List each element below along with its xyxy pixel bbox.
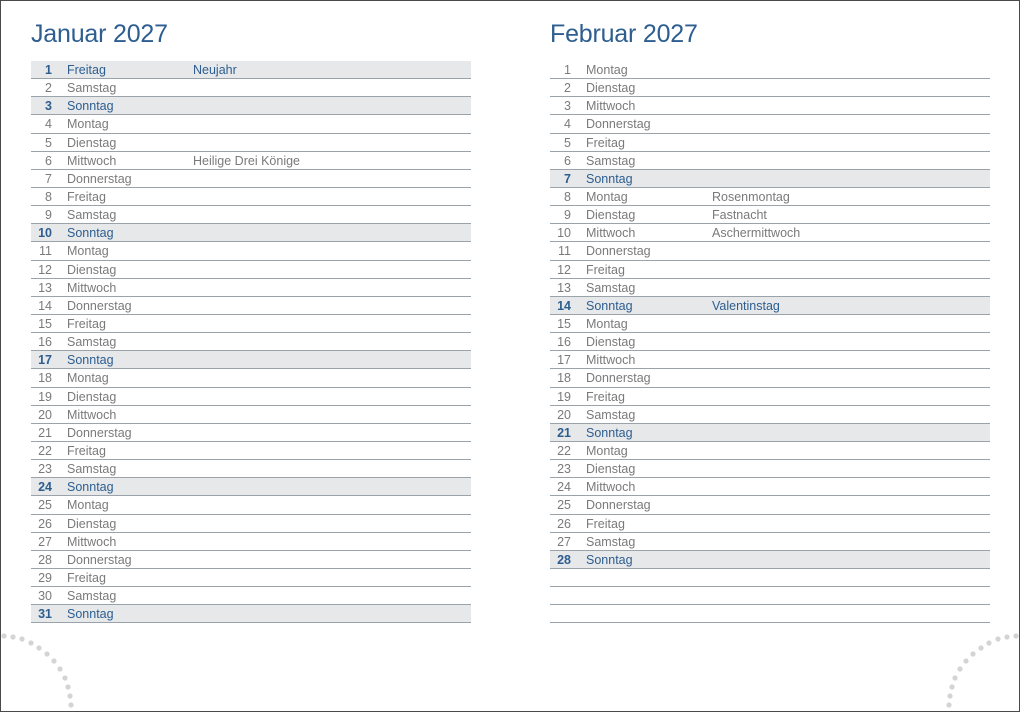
day-row xyxy=(31,115,471,133)
day-number: 10 xyxy=(38,226,52,241)
day-row xyxy=(31,569,471,587)
weekday-label: Donnerstag xyxy=(586,244,651,259)
weekday-label: Mittwoch xyxy=(586,353,636,368)
weekday-label: Mittwoch xyxy=(586,99,636,114)
weekday-label: Donnerstag xyxy=(586,117,651,132)
day-row xyxy=(550,242,990,260)
day-number: 25 xyxy=(38,498,52,513)
day-row xyxy=(31,533,471,551)
weekday-label: Mittwoch xyxy=(67,280,117,295)
day-number: 12 xyxy=(557,262,571,277)
month-title: Januar 2027 xyxy=(31,20,168,48)
day-number: 7 xyxy=(45,171,52,186)
day-row xyxy=(550,224,990,242)
day-number: 19 xyxy=(38,389,52,404)
day-list xyxy=(550,61,990,623)
day-number: 1 xyxy=(45,63,52,77)
day-number: 15 xyxy=(38,316,52,331)
day-row xyxy=(31,369,471,387)
day-row xyxy=(31,424,471,442)
day-number: 27 xyxy=(557,534,571,549)
weekday-label: Donnerstag xyxy=(67,298,132,313)
day-row xyxy=(31,388,471,406)
day-row xyxy=(550,333,990,351)
day-row xyxy=(31,351,471,369)
weekday-label: Montag xyxy=(67,117,109,132)
day-row xyxy=(550,115,990,133)
day-row xyxy=(31,224,471,242)
weekday-label: Donnerstag xyxy=(67,171,132,186)
day-row xyxy=(550,424,990,442)
weekday-label: Sonntag xyxy=(586,425,633,440)
holiday-label: Valentinstag xyxy=(712,298,780,313)
weekday-label: Mittwoch xyxy=(67,534,117,549)
day-number: 8 xyxy=(45,189,52,204)
day-number: 22 xyxy=(557,443,571,458)
weekday-label: Dienstag xyxy=(67,135,117,150)
day-row xyxy=(550,97,990,115)
weekday-label: Dienstag xyxy=(586,335,636,350)
day-row xyxy=(31,406,471,424)
day-row xyxy=(31,242,471,260)
weekday-label: Freitag xyxy=(586,389,625,404)
day-number: 24 xyxy=(38,480,52,495)
day-number: 5 xyxy=(45,135,52,150)
day-number: 3 xyxy=(45,99,52,114)
day-row xyxy=(31,206,471,224)
day-row xyxy=(550,496,990,514)
day-number: 22 xyxy=(38,443,52,458)
holiday-label: Heilige Drei Könige xyxy=(193,153,301,168)
weekday-label: Montag xyxy=(67,371,109,386)
day-row xyxy=(550,206,990,224)
day-row xyxy=(550,533,990,551)
weekday-label: Samstag xyxy=(67,81,117,96)
weekday-label: Dienstag xyxy=(67,389,117,404)
weekday-label: Samstag xyxy=(586,280,636,295)
day-number: 9 xyxy=(45,208,52,223)
weekday-label: Donnerstag xyxy=(586,498,651,513)
weekday-label: Samstag xyxy=(586,153,636,168)
weekday-label: Freitag xyxy=(67,570,106,585)
day-number: 14 xyxy=(38,298,52,313)
weekday-label: Samstag xyxy=(67,335,117,350)
day-row xyxy=(550,478,990,496)
weekday-label: Samstag xyxy=(67,589,117,604)
day-row xyxy=(550,388,990,406)
weekday-label: Samstag xyxy=(586,407,636,422)
weekday-label: Montag xyxy=(586,316,628,331)
day-row xyxy=(31,478,471,496)
day-number: 17 xyxy=(38,353,52,368)
day-row xyxy=(550,297,990,315)
decorative-dot-arc-left xyxy=(0,630,80,712)
weekday-label: Dienstag xyxy=(586,81,636,96)
day-number: 13 xyxy=(557,280,571,295)
weekday-label: Mittwoch xyxy=(586,226,636,241)
day-number: 21 xyxy=(557,425,571,440)
weekday-label: Donnerstag xyxy=(67,425,132,440)
weekday-label: Sonntag xyxy=(586,552,633,567)
day-row xyxy=(31,97,471,115)
weekday-label: Dienstag xyxy=(67,516,117,531)
day-number: 6 xyxy=(45,153,52,168)
weekday-label: Donnerstag xyxy=(586,371,651,386)
day-number: 21 xyxy=(38,425,52,440)
holiday-label: Aschermittwoch xyxy=(712,226,801,241)
day-row xyxy=(550,261,990,279)
day-number: 25 xyxy=(557,498,571,513)
day-number: 30 xyxy=(38,589,52,604)
weekday-label: Sonntag xyxy=(67,226,114,241)
weekday-label: Sonntag xyxy=(586,171,633,186)
day-number: 7 xyxy=(564,171,571,186)
day-number: 5 xyxy=(564,135,571,150)
weekday-label: Mittwoch xyxy=(67,407,117,422)
day-row xyxy=(550,442,990,460)
day-row xyxy=(31,279,471,297)
holiday-label: Fastnacht xyxy=(712,208,767,223)
day-row xyxy=(31,170,471,188)
day-number: 13 xyxy=(38,280,52,295)
day-number: 11 xyxy=(558,244,571,259)
day-number: 9 xyxy=(564,208,571,223)
day-number: 24 xyxy=(557,480,571,495)
day-number: 17 xyxy=(557,353,571,368)
day-number: 28 xyxy=(557,552,571,567)
day-row xyxy=(550,279,990,297)
day-row xyxy=(550,79,990,97)
day-row xyxy=(31,297,471,315)
day-number: 16 xyxy=(557,335,571,350)
day-row xyxy=(550,406,990,424)
day-row xyxy=(550,569,990,587)
weekday-label: Sonntag xyxy=(67,480,114,495)
weekday-label: Montag xyxy=(67,244,109,259)
weekday-label: Dienstag xyxy=(586,208,636,223)
day-row xyxy=(550,170,990,188)
day-number: 16 xyxy=(38,335,52,350)
weekday-label: Montag xyxy=(67,498,109,513)
weekday-label: Donnerstag xyxy=(67,552,132,567)
day-row xyxy=(31,79,471,97)
day-row xyxy=(550,188,990,206)
day-number: 1 xyxy=(564,63,571,77)
day-number: 4 xyxy=(564,117,571,132)
day-row xyxy=(550,351,990,369)
day-row xyxy=(31,587,471,605)
day-row xyxy=(31,261,471,279)
weekday-label: Montag xyxy=(586,443,628,458)
day-row xyxy=(31,188,471,206)
weekday-label: Sonntag xyxy=(67,607,114,622)
day-row xyxy=(550,605,990,623)
day-number: 10 xyxy=(557,226,571,241)
day-number: 3 xyxy=(564,99,571,114)
day-row xyxy=(550,315,990,333)
day-row xyxy=(550,587,990,605)
weekday-label: Samstag xyxy=(67,208,117,223)
day-row xyxy=(550,369,990,387)
day-row xyxy=(550,515,990,533)
day-row xyxy=(31,61,471,79)
day-row xyxy=(550,460,990,478)
weekday-label: Sonntag xyxy=(67,353,114,368)
day-number: 18 xyxy=(557,371,571,386)
day-number: 11 xyxy=(39,244,52,259)
holiday-label: Rosenmontag xyxy=(712,189,790,204)
day-number: 28 xyxy=(38,552,52,567)
day-row xyxy=(31,515,471,533)
day-number: 4 xyxy=(45,117,52,132)
weekday-label: Samstag xyxy=(67,462,117,477)
weekday-label: Montag xyxy=(586,63,628,77)
day-number: 2 xyxy=(564,81,571,96)
day-row xyxy=(31,333,471,351)
weekday-label: Sonntag xyxy=(586,298,633,313)
day-number: 12 xyxy=(38,262,52,277)
day-number: 26 xyxy=(38,516,52,531)
weekday-label: Freitag xyxy=(67,63,106,77)
day-row xyxy=(31,152,471,170)
weekday-label: Dienstag xyxy=(586,462,636,477)
weekday-label: Freitag xyxy=(586,262,625,277)
day-row xyxy=(31,551,471,569)
day-number: 2 xyxy=(45,81,52,96)
day-number: 23 xyxy=(557,462,571,477)
day-row xyxy=(31,134,471,152)
weekday-label: Freitag xyxy=(67,189,106,204)
day-number: 31 xyxy=(38,607,52,622)
weekday-label: Freitag xyxy=(586,516,625,531)
day-row xyxy=(550,134,990,152)
day-number: 23 xyxy=(38,462,52,477)
decorative-dot-arc-right xyxy=(940,630,1020,712)
day-number: 15 xyxy=(557,316,571,331)
holiday-label: Neujahr xyxy=(193,63,237,77)
day-row xyxy=(550,152,990,170)
day-number: 29 xyxy=(38,570,52,585)
weekday-label: Montag xyxy=(586,189,628,204)
weekday-label: Freitag xyxy=(67,443,106,458)
day-number: 6 xyxy=(564,153,571,168)
weekday-label: Mittwoch xyxy=(586,480,636,495)
day-row xyxy=(31,496,471,514)
day-row xyxy=(31,442,471,460)
month-title: Februar 2027 xyxy=(550,20,698,48)
day-number: 20 xyxy=(557,407,571,422)
weekday-label: Samstag xyxy=(586,534,636,549)
weekday-label: Mittwoch xyxy=(67,153,117,168)
day-number: 14 xyxy=(557,298,571,313)
day-row xyxy=(31,605,471,623)
day-row xyxy=(550,61,990,79)
day-number: 18 xyxy=(38,371,52,386)
day-number: 27 xyxy=(38,534,52,549)
weekday-label: Sonntag xyxy=(67,99,114,114)
day-number: 20 xyxy=(38,407,52,422)
weekday-label: Freitag xyxy=(67,316,106,331)
weekday-label: Freitag xyxy=(586,135,625,150)
day-number: 19 xyxy=(557,389,571,404)
day-number: 8 xyxy=(564,189,571,204)
day-row xyxy=(31,315,471,333)
weekday-label: Dienstag xyxy=(67,262,117,277)
day-row xyxy=(550,551,990,569)
day-row xyxy=(31,460,471,478)
day-list xyxy=(31,61,471,623)
day-number: 26 xyxy=(557,516,571,531)
